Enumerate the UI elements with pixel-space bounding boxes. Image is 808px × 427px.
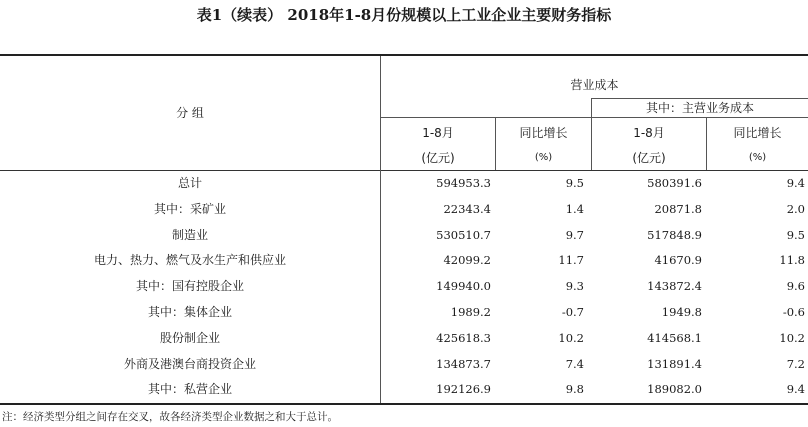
row-main-yoy: 9.5	[786, 227, 805, 242]
row-main-yoy: 2.0	[786, 201, 805, 216]
row-main-cost: 414568.1	[647, 330, 702, 345]
cost-yoy-header: 同比增长	[519, 126, 568, 140]
row-cost: 594953.3	[436, 176, 491, 190]
main-business-cost-header: 其中：主营业务成本	[645, 101, 754, 115]
table-title: 表1（续表） 2018年1-8月份规模以上工业企业主要财务指标	[196, 6, 612, 24]
header-bottom-rule	[0, 170, 808, 171]
row-main-yoy: 9.4	[786, 382, 805, 397]
row-main-yoy: -0.6	[782, 305, 805, 319]
row-main-yoy: 10.2	[779, 330, 805, 345]
row-main-cost: 41670.9	[654, 253, 702, 268]
row-cost: 42099.2	[443, 253, 491, 268]
main-yoy-header: 同比增长	[733, 126, 782, 140]
row-cost: 1989.2	[450, 305, 491, 319]
row-label: 其中：集体企业	[147, 305, 232, 319]
row-main-cost: 189082.0	[647, 382, 702, 397]
row-cost-yoy: 1.4	[565, 201, 584, 216]
row-label: 总计	[177, 176, 202, 190]
row-cost: 192126.9	[436, 382, 491, 397]
top-border	[0, 54, 808, 56]
row-label: 其中：私营企业	[147, 382, 232, 397]
main-period-header: 1-8月	[633, 126, 665, 140]
footnote: 注：经济类型分组之间存在交叉，故各经济类型企业数据之和大于总计。	[2, 411, 338, 423]
main-yoy-unit-header: (%)	[748, 152, 767, 163]
row-main-cost: 131891.4	[647, 356, 702, 371]
cost-unit-header: (亿元)	[421, 151, 455, 165]
row-cost: 22343.4	[443, 201, 491, 216]
row-cost-yoy: 9.5	[565, 176, 584, 190]
row-main-yoy: 7.2	[786, 356, 805, 371]
row-label: 制造业	[171, 227, 208, 242]
row-cost: 149940.0	[436, 279, 491, 294]
bottom-border	[0, 403, 808, 405]
sub-header-rule	[591, 98, 808, 99]
row-label: 其中：国有控股企业	[135, 279, 244, 294]
row-label: 其中：采矿业	[153, 201, 226, 216]
main-unit-header: (亿元)	[632, 151, 666, 165]
row-main-cost: 20871.8	[654, 201, 702, 216]
row-cost-yoy: 9.3	[565, 279, 584, 294]
unit-header-rule	[381, 117, 808, 118]
row-cost-yoy: 9.8	[565, 382, 584, 397]
revenue-cost-header: 营业成本	[570, 78, 619, 92]
row-cost-yoy: 11.7	[558, 253, 584, 268]
row-cost-yoy: 7.4	[565, 356, 584, 371]
row-cost-yoy: -0.7	[561, 305, 584, 319]
group-header: 分 组	[176, 106, 204, 120]
row-label: 股份制企业	[159, 330, 220, 345]
row-main-cost: 1949.8	[661, 305, 702, 319]
row-cost: 134873.7	[436, 356, 491, 371]
row-label: 外商及港澳台商投资企业	[123, 356, 256, 371]
row-main-yoy: 9.4	[786, 176, 805, 190]
row-cost-yoy: 10.2	[558, 330, 584, 345]
row-main-cost: 143872.4	[647, 279, 702, 294]
row-cost: 425618.3	[436, 330, 491, 345]
row-main-cost: 580391.6	[647, 176, 702, 190]
cost-period-header: 1-8月	[422, 126, 454, 140]
row-main-cost: 517848.9	[647, 227, 702, 242]
row-label: 电力、热力、燃气及水生产和供应业	[93, 253, 286, 268]
cost-yoy-unit-header: (%)	[534, 152, 553, 163]
row-cost-yoy: 9.7	[565, 227, 584, 242]
row-main-yoy: 11.8	[779, 253, 805, 268]
row-main-yoy: 9.6	[786, 279, 805, 294]
row-cost: 530510.7	[436, 227, 491, 242]
